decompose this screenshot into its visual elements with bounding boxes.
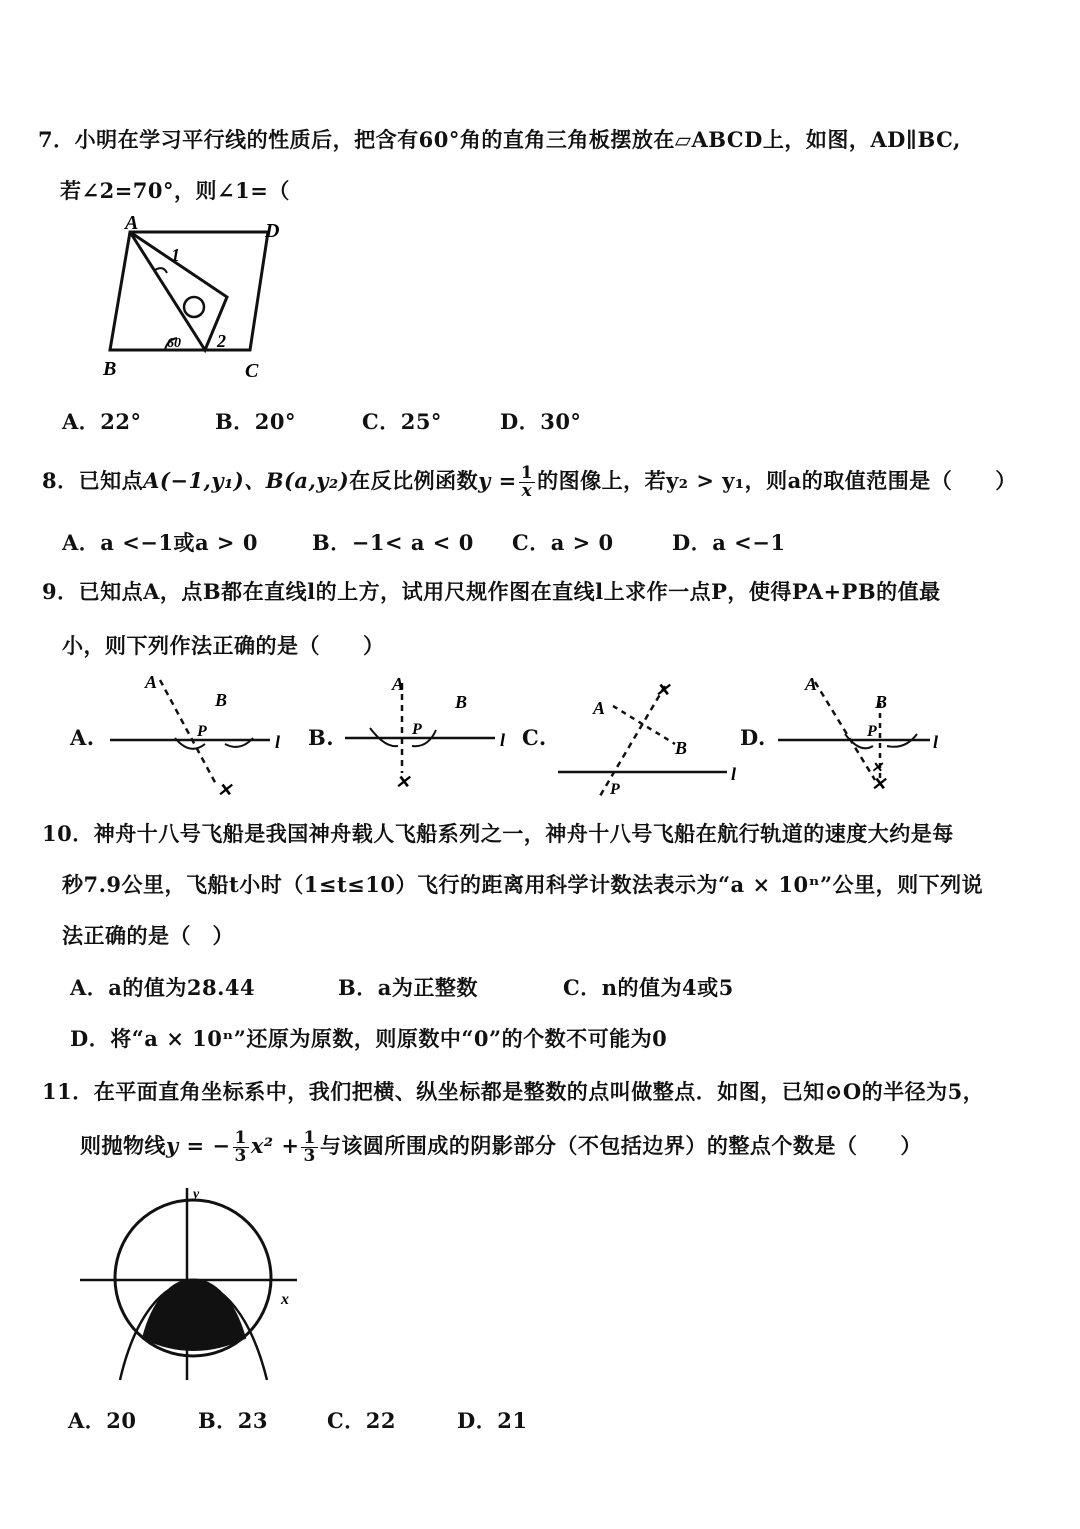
q9-stem-line2: 小，则下列作法正确的是（ ） — [62, 633, 385, 658]
q8-points: A(−1,y₁)、B(a,y₂) — [143, 468, 350, 493]
q8-post: 的图像上，若y₂ > y₁，则a的取值范围是（ ） — [537, 468, 1017, 493]
q9-figure-d — [775, 668, 955, 803]
q7-option-b: B．20° — [215, 409, 296, 434]
q10-option-c: C．n的值为4或5 — [563, 975, 734, 1000]
svg-text:P: P — [867, 723, 877, 740]
q11-post: 与该圆所围成的阴影部分（不包括边界）的整点个数是（ ） — [319, 1133, 922, 1158]
q11-figure-circle-parabola — [75, 1180, 315, 1400]
label-angle-60: 60 — [167, 336, 181, 351]
q7-option-c: C．25° — [362, 409, 442, 434]
svg-text:✕: ✕ — [871, 774, 887, 794]
svg-text:P: P — [197, 723, 207, 740]
q7-stem-line1: 7．小明在学习平行线的性质后，把含有60°角的直角三角板摆放在▱ABCD上，如图，AD∥BC, — [38, 127, 961, 152]
q11-pre: 则抛物线 — [80, 1133, 166, 1158]
q9-option-c-label: C. — [522, 725, 547, 750]
q8-stem — [42, 465, 1017, 500]
q9-figure-b — [340, 668, 520, 803]
svg-text:B: B — [215, 690, 228, 710]
q11-option-b: B．23 — [198, 1408, 268, 1433]
svg-text:A: A — [392, 674, 405, 694]
q9-option-b-label: B. — [308, 725, 335, 750]
svg-text:P: P — [610, 781, 620, 798]
svg-text:l: l — [500, 730, 506, 750]
svg-text:B: B — [675, 738, 688, 758]
label-a: A — [125, 215, 139, 234]
q11-frac1: $\frac{1}{3}$ — [234, 1128, 247, 1166]
svg-text:✕: ✕ — [655, 680, 671, 700]
svg-text:l: l — [275, 732, 281, 752]
svg-text:P: P — [412, 721, 422, 738]
q10-option-d: D．将“a × 10ⁿ”还原为原数，则原数中“0”的个数不可能为0 — [70, 1026, 668, 1051]
q11-func: y = − — [166, 1133, 231, 1158]
label-b: B — [103, 358, 117, 380]
q8-frac-num: 1 — [520, 463, 534, 483]
q11-stem-line2 — [80, 1130, 922, 1165]
q11-frac2: $\frac{1}{3}$ — [303, 1128, 316, 1166]
q8-mid: 在反比例函数 — [349, 468, 479, 493]
parallelogram-abcd — [110, 232, 268, 350]
q10-option-b: B．a为正整数 — [338, 975, 478, 1000]
svg-text:A: A — [593, 698, 606, 718]
svg-text:l: l — [933, 732, 939, 752]
q10-stem-line3: 法正确的是（ ） — [62, 923, 234, 948]
svg-text:✕: ✕ — [871, 761, 883, 776]
q8-pre: 8．已知点 — [42, 468, 144, 493]
label-angle-2: 2 — [217, 331, 226, 351]
label-y-axis: y — [193, 1187, 200, 1202]
q8-option-c: C．a > 0 — [512, 530, 614, 555]
q8-option-d: D．a <−1 — [672, 530, 786, 555]
q9-option-d-label: D. — [740, 725, 766, 750]
svg-text:A: A — [145, 672, 158, 692]
label-d: D — [265, 220, 280, 242]
label-x-axis: x — [281, 1291, 289, 1308]
svg-text:✕: ✕ — [395, 772, 411, 792]
q10-stem-line1: 10．神舟十八号飞船是我国神舟载人飞船系列之一，神舟十八号飞船在航行轨道的速度大约是每 — [42, 821, 954, 846]
q7-option-a: A．22° — [62, 409, 142, 434]
svg-text:l: l — [731, 764, 737, 784]
svg-text:A: A — [805, 674, 818, 694]
label-angle-1: 1 — [171, 245, 180, 265]
shaded-region — [143, 1280, 245, 1351]
q7-figure-parallelogram — [95, 215, 305, 385]
q10-option-a: A．a的值为28.44 — [70, 975, 256, 1000]
q11-stem-line1: 11．在平面直角坐标系中，我们把横、纵坐标都是整数的点叫做整点．如图，已知⊙O的半径为5， — [42, 1079, 985, 1104]
q8-frac-den: x — [521, 481, 533, 501]
svg-text:B: B — [875, 692, 888, 712]
q10-stem-line2: 秒7.9公里，飞船t小时（1≤t≤10）飞行的距离用科学计数法表示为“a × 10ⁿ”公里，则下列说 — [62, 872, 984, 897]
q7-option-d: D．30° — [500, 409, 582, 434]
q7-stem-line2: 若∠2=70°，则∠1=（ — [60, 178, 290, 203]
set-square-hole — [184, 297, 204, 317]
q8-fraction — [519, 465, 535, 500]
svg-text:B: B — [455, 692, 468, 712]
q8-option-a: A．a <−1或a > 0 — [62, 530, 258, 555]
q11-option-a: A．20 — [68, 1408, 137, 1433]
q11-option-c: C．22 — [327, 1408, 396, 1433]
q9-figure-a — [105, 668, 295, 803]
q8-func-y: y = — [478, 468, 517, 493]
label-c: C — [245, 360, 259, 382]
q9-figure-c — [555, 668, 745, 803]
q11-x2: x² + — [250, 1133, 300, 1158]
q11-option-d: D．21 — [457, 1408, 528, 1433]
svg-text:✕: ✕ — [217, 780, 233, 800]
q8-option-b: B．−1< a < 0 — [312, 530, 474, 555]
q9-stem-line1: 9．已知点A，点B都在直线l的上方，试用尺规作图在直线l上求作一点P，使得PA+PB的值最 — [42, 579, 941, 604]
q9-option-a-label: A. — [70, 725, 95, 750]
